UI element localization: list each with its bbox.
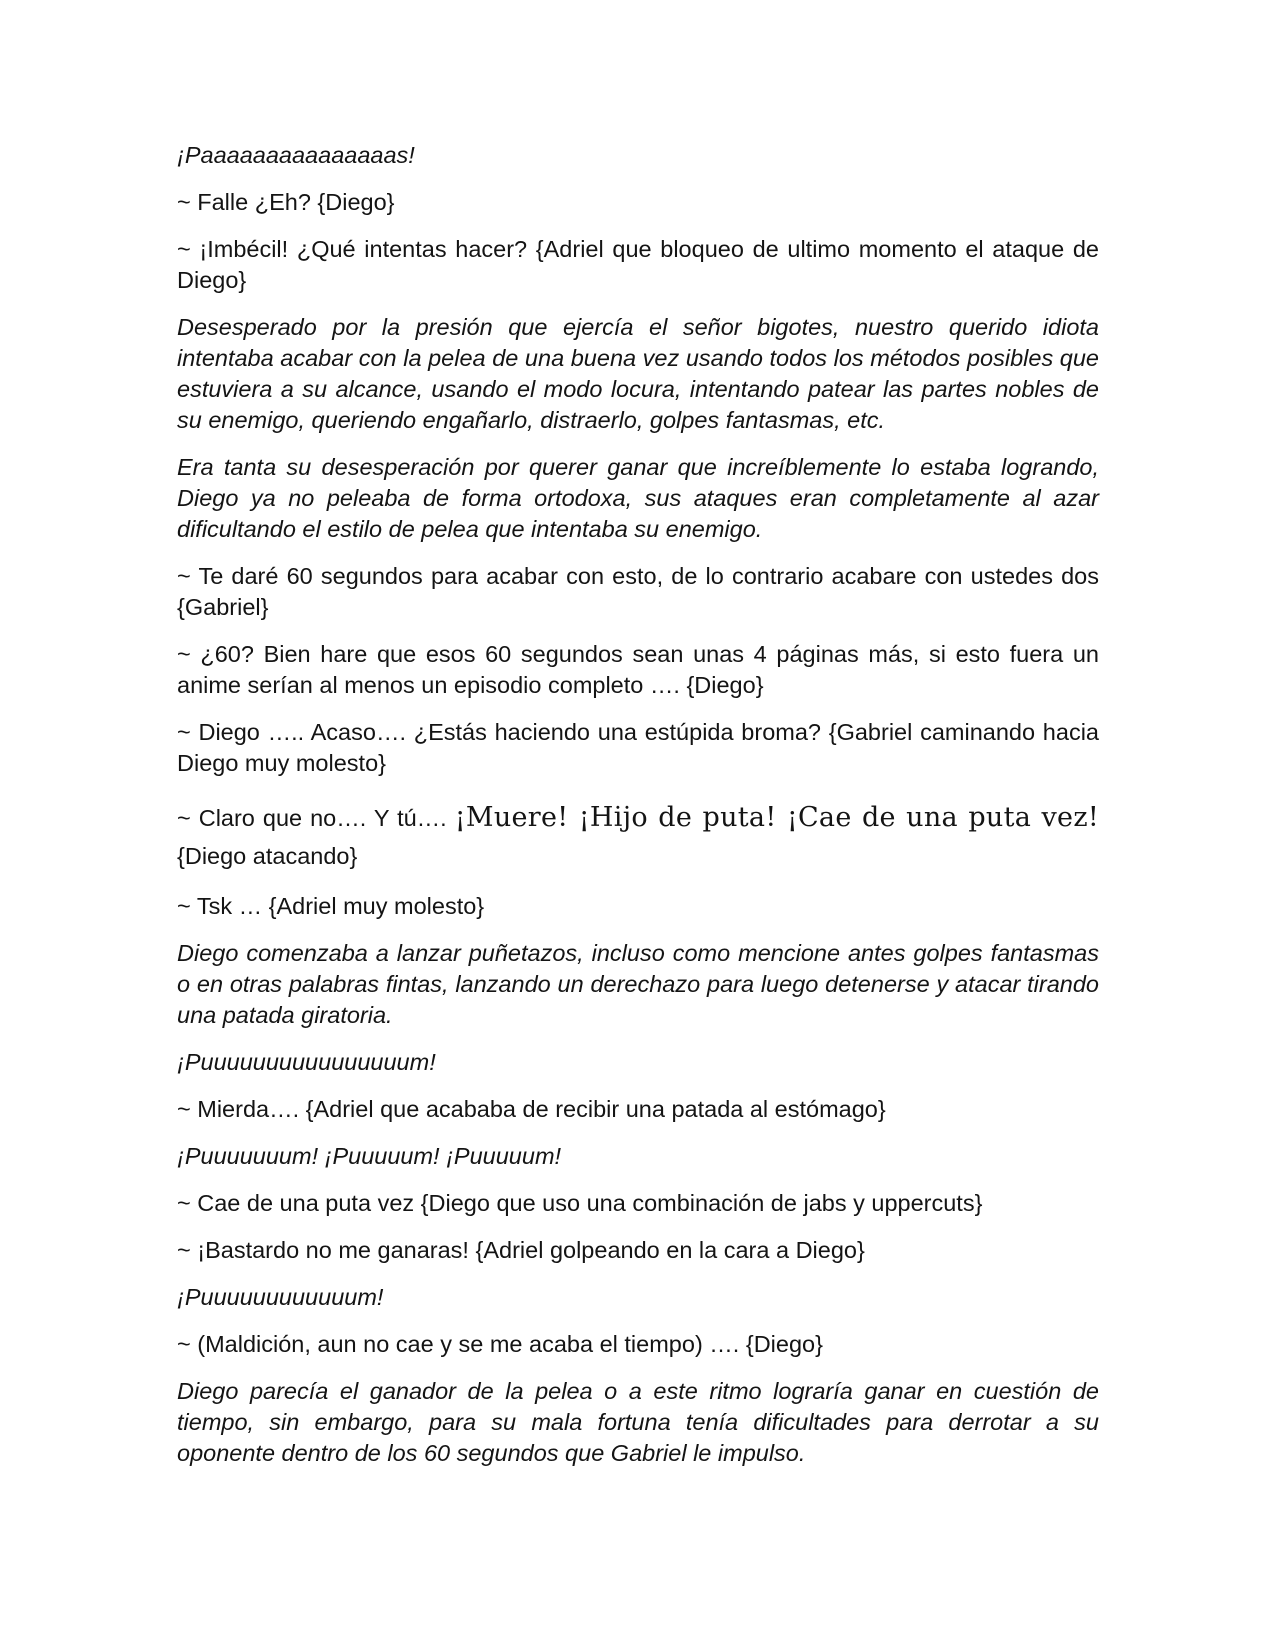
dialogue-line: ~ ¡Imbécil! ¿Qué intentas hacer? {Adriel que bloqueo de ultimo momento el ataque de Diego} bbox=[177, 236, 1099, 293]
sound-effect-pum: ¡Puuuuuuum! ¡Puuuuum! ¡Puuuuum! bbox=[177, 1143, 562, 1169]
dialogue-line: ~ Te daré 60 segundos para acabar con esto, de lo contrario acabare con ustedes dos {Gabriel} bbox=[177, 563, 1099, 620]
dialogue-line: ~ Falle ¿Eh? {Diego} bbox=[177, 189, 395, 215]
shouted-text: ¡Muere! ¡Hijo de puta! ¡Cae de una puta vez! bbox=[454, 802, 1099, 833]
dialogue-text: {Diego atacando} bbox=[177, 843, 358, 869]
narration-paragraph: Desesperado por la presión que ejercía el señor bigotes, nuestro querido idiota intentaba acabar con la pelea de una buena vez usando todos los métodos posibles que estuviera a su alcance, usando el modo locura, intentando patear las partes nobles de su enemigo, queriendo engañarlo, distraerlo, golpes fantasmas, etc. bbox=[177, 314, 1099, 433]
dialogue-line-shout bbox=[177, 799, 1099, 875]
dialogue-line: ~ Diego ….. Acaso…. ¿Estás haciendo una estúpida broma? {Gabriel caminando hacia Diego muy molesto} bbox=[177, 719, 1099, 776]
dialogue-line: ~ Cae de una puta vez {Diego que uso una combinación de jabs y uppercuts} bbox=[177, 1190, 983, 1216]
sound-effect-pas: ¡Paaaaaaaaaaaaaaas! bbox=[177, 142, 415, 168]
narration-paragraph: Diego parecía el ganador de la pelea o a este ritmo lograría ganar en cuestión de tiempo, sin embargo, para su mala fortuna tenía dificultades para derrotar a su oponente dentro de los 60 segundos que Gabriel le impulso. bbox=[177, 1378, 1099, 1466]
dialogue-line: ~ (Maldición, aun no cae y se me acaba el tiempo) …. {Diego} bbox=[177, 1331, 823, 1357]
narration-paragraph: Diego comenzaba a lanzar puñetazos, incluso como mencione antes golpes fantasmas o en otras palabras fintas, lanzando un derechazo para luego detenerse y atacar tirando una patada giratoria. bbox=[177, 940, 1099, 1028]
dialogue-line: ~ Tsk … {Adriel muy molesto} bbox=[177, 893, 485, 919]
narration-paragraph: Era tanta su desesperación por querer ganar que increíblemente lo estaba logrando, Diego ya no peleaba de forma ortodoxa, sus ataques eran completamente al azar dificultando el estilo de pelea que intentaba su enemigo. bbox=[177, 454, 1099, 542]
sound-effect-pum: ¡Puuuuuuuuuuuuuuuum! bbox=[177, 1049, 436, 1075]
sound-effect-pum: ¡Puuuuuuuuuuuum! bbox=[177, 1284, 384, 1310]
document-page bbox=[177, 140, 1099, 1485]
dialogue-line: ~ Mierda…. {Adriel que acababa de recibir una patada al estómago} bbox=[177, 1096, 886, 1122]
dialogue-line: ~ ¿60? Bien hare que esos 60 segundos sean unas 4 páginas más, si esto fuera un anime serían al menos un episodio completo …. {Diego} bbox=[177, 641, 1099, 698]
dialogue-line: ~ ¡Bastardo no me ganaras! {Adriel golpeando en la cara a Diego} bbox=[177, 1237, 865, 1263]
dialogue-text: ~ Claro que no…. Y tú…. bbox=[177, 805, 455, 831]
